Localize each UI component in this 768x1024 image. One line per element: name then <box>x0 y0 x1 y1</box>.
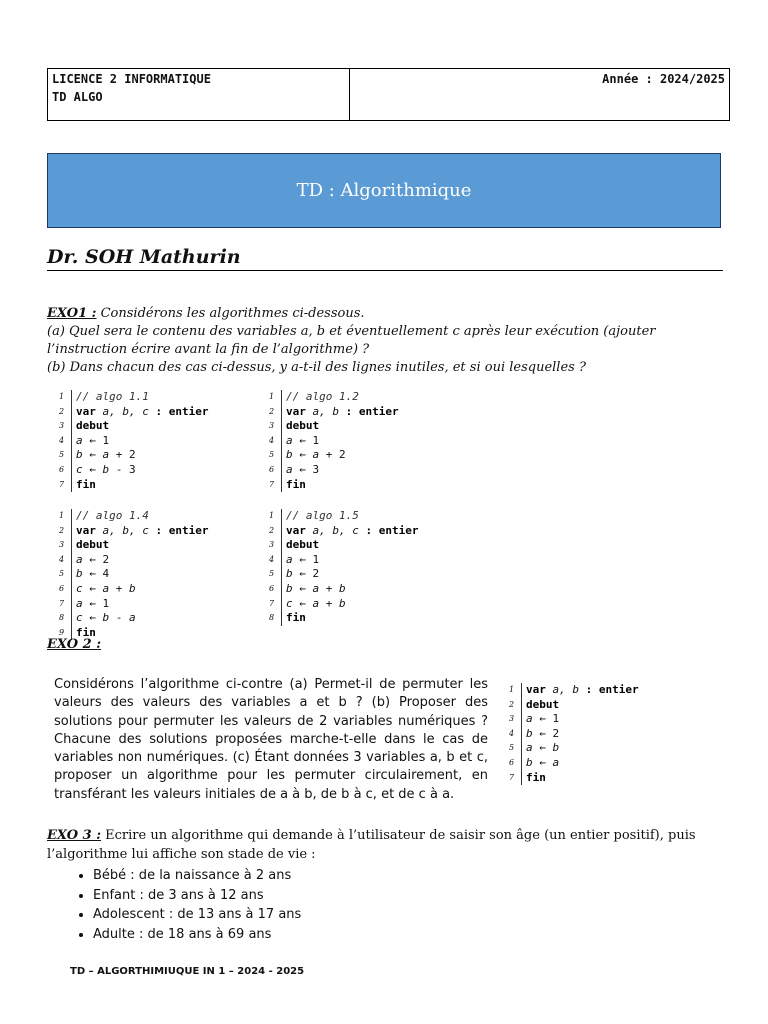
code-line <box>499 727 639 742</box>
line-number: 7 <box>59 598 65 608</box>
line-number: 1 <box>59 511 65 520</box>
list-item: • Bébé : de la naissance à 2 ans <box>93 866 727 886</box>
code-line <box>49 597 209 612</box>
code-line <box>49 448 209 463</box>
code-line <box>259 434 399 449</box>
line-number: 5 <box>59 450 65 460</box>
list-item: • Enfant : de 3 ans à 12 ans <box>93 886 727 906</box>
header-program: LICENCE 2 INFORMATIQUE <box>52 72 211 86</box>
code-text: c ← b - 3 <box>71 463 136 478</box>
line-number: 4 <box>269 554 275 564</box>
line-number: 8 <box>59 613 65 623</box>
code-text: a ← 1 <box>71 597 109 612</box>
code-text: b ← 2 <box>281 567 319 582</box>
code-line <box>49 390 209 405</box>
code-text: // algo 1.5 <box>281 509 359 524</box>
line-number: 3 <box>59 540 65 550</box>
code-line <box>259 567 419 582</box>
code-line <box>259 553 419 568</box>
line-number: 2 <box>509 699 515 709</box>
exo3-statement <box>47 827 727 864</box>
code-line <box>499 698 639 713</box>
exo2-text: Considérons l’algorithme ci-contre (a) Permet-il de permuter les valeurs des valeurs des variables a et b ? (b) Proposer des solutions pour permuter les valeurs de 2 variables numériques ? Chacune des solutions proposées marche-t-elle dans le cas de variables non numériques. (c) Étant données 3 variables a, b et c, proposer un algorithme pour les permuter circulairement, en transférant les valeurs initiales de a à b, de b à c, et de c à a. <box>54 677 488 802</box>
line-number: 5 <box>269 450 275 460</box>
page-footer: TD – ALGORTHIMIUQUE IN 1 – 2024 - 2025 <box>70 966 305 977</box>
line-number: 4 <box>59 554 65 564</box>
code-line <box>49 611 209 626</box>
line-number: 4 <box>59 435 65 445</box>
code-text: b ← 4 <box>71 567 109 582</box>
code-line <box>259 524 419 539</box>
code-line <box>259 611 419 626</box>
algo-1-2-listing <box>259 390 399 492</box>
code-line <box>259 509 419 524</box>
header-year: Année : 2024/2025 <box>602 72 725 86</box>
header-table <box>47 68 730 121</box>
code-text: debut <box>521 698 559 713</box>
code-text: // algo 1.1 <box>71 390 149 405</box>
line-number: 3 <box>59 421 65 431</box>
code-line <box>259 448 399 463</box>
line-number: 4 <box>269 435 275 445</box>
line-number: 1 <box>59 392 65 401</box>
exo2-title-wrap <box>47 637 101 652</box>
code-line <box>49 509 209 524</box>
line-number: 7 <box>269 479 275 489</box>
code-line <box>259 582 419 597</box>
code-text: fin <box>281 611 306 626</box>
title-banner <box>47 153 721 228</box>
author-name: Dr. SOH Mathurin <box>47 244 723 271</box>
line-number: 3 <box>509 714 515 724</box>
line-number: 5 <box>509 743 515 753</box>
header-left-cell <box>48 69 350 120</box>
exo3-title: EXO 3 : <box>47 828 101 843</box>
algo-1-5-listing <box>259 509 419 626</box>
code-text: c ← b - a <box>71 611 136 626</box>
code-text: debut <box>281 419 319 434</box>
line-number: 5 <box>269 569 275 579</box>
list-item: • Adulte : de 18 ans à 69 ans <box>93 925 727 945</box>
code-text: fin <box>281 478 306 493</box>
code-text: // algo 1.2 <box>281 390 359 405</box>
line-number: 2 <box>269 525 275 535</box>
code-text: a ← 1 <box>521 712 559 727</box>
code-line <box>49 524 209 539</box>
exo1-question-a: (a) Quel sera le contenu des variables a, b et éventuellement c après leur exécution (ajouter l’instruction écrire avant la fin de l’algorithme) ? <box>47 324 656 357</box>
line-number: 9 <box>59 627 65 637</box>
exo1-title: EXO1 : <box>47 306 97 321</box>
line-number: 3 <box>269 540 275 550</box>
code-text: b ← a <box>521 756 559 771</box>
line-number: 6 <box>59 464 65 474</box>
line-number: 1 <box>269 392 275 401</box>
code-line <box>259 405 399 420</box>
line-number: 2 <box>59 406 65 416</box>
exo3-section <box>47 827 727 944</box>
algo-1-1-listing <box>49 390 209 492</box>
code-text: b ← 2 <box>521 727 559 742</box>
code-line <box>499 683 639 698</box>
code-line <box>259 419 399 434</box>
line-number: 7 <box>269 598 275 608</box>
code-line <box>499 756 639 771</box>
code-line <box>49 478 209 493</box>
code-line <box>49 567 209 582</box>
code-text: a ← 2 <box>71 553 109 568</box>
code-text: b ← a + 2 <box>281 448 346 463</box>
header-course: TD ALGO <box>52 90 103 104</box>
code-line <box>499 741 639 756</box>
code-line <box>259 390 399 405</box>
code-line <box>259 463 399 478</box>
line-number: 5 <box>59 569 65 579</box>
code-text: fin <box>71 626 96 641</box>
exo1-section <box>47 305 727 377</box>
line-number: 4 <box>509 728 515 738</box>
code-text: debut <box>71 538 109 553</box>
code-text: a ← b <box>521 741 559 756</box>
life-stage-list <box>47 866 727 944</box>
exo2-title: EXO 2 : <box>47 637 101 652</box>
algo-exo2-listing <box>499 683 639 785</box>
line-number: 8 <box>269 613 275 623</box>
code-text: a ← 1 <box>71 434 109 449</box>
code-line <box>49 582 209 597</box>
code-text: fin <box>521 771 546 786</box>
code-text: b ← a + 2 <box>71 448 136 463</box>
code-text: var a, b : entier <box>521 683 639 698</box>
code-line <box>259 478 399 493</box>
code-line <box>49 419 209 434</box>
code-text: var a, b : entier <box>281 405 399 420</box>
line-number: 6 <box>59 583 65 593</box>
line-number: 1 <box>509 685 515 694</box>
code-text: // algo 1.4 <box>71 509 149 524</box>
line-number: 7 <box>509 772 515 782</box>
algo-1-4-listing <box>49 509 209 640</box>
list-item: • Adolescent : de 13 ans à 17 ans <box>93 905 727 925</box>
code-text: c ← a + b <box>71 582 136 597</box>
page-title: TD : Algorithmique <box>296 180 472 201</box>
code-text: fin <box>71 478 96 493</box>
code-text: var a, b, c : entier <box>281 524 419 539</box>
code-line <box>259 597 419 612</box>
code-line <box>499 771 639 786</box>
exo1-intro <box>47 305 727 323</box>
line-number: 7 <box>59 479 65 489</box>
line-number: 2 <box>269 406 275 416</box>
code-text: c ← a + b <box>281 597 346 612</box>
code-text: a ← 3 <box>281 463 319 478</box>
line-number: 6 <box>269 464 275 474</box>
code-text: a ← 1 <box>281 434 319 449</box>
code-line <box>49 405 209 420</box>
code-text: a ← 1 <box>281 553 319 568</box>
code-line <box>49 434 209 449</box>
code-text: debut <box>281 538 319 553</box>
code-text: var a, b, c : entier <box>71 524 209 539</box>
code-line <box>259 538 419 553</box>
code-line <box>499 712 639 727</box>
line-number: 1 <box>269 511 275 520</box>
code-line <box>49 538 209 553</box>
line-number: 2 <box>59 525 65 535</box>
exo3-text: Ecrire un algorithme qui demande à l’utilisateur de saisir son âge (un entier positif), puis l’algorithme lui affiche son stade de vie : <box>47 828 696 862</box>
line-number: 6 <box>269 583 275 593</box>
exo1-question-b: (b) Dans chacun des cas ci-dessus, y a-t-il des lignes inutiles, et si oui lesquelles ? <box>47 360 586 375</box>
code-text: debut <box>71 419 109 434</box>
code-line <box>49 463 209 478</box>
code-text: b ← a + b <box>281 582 346 597</box>
code-text: var a, b, c : entier <box>71 405 209 420</box>
line-number: 6 <box>509 757 515 767</box>
line-number: 3 <box>269 421 275 431</box>
code-line <box>49 553 209 568</box>
exo1-intro-text: Considérons les algorithmes ci-dessous. <box>96 306 365 321</box>
